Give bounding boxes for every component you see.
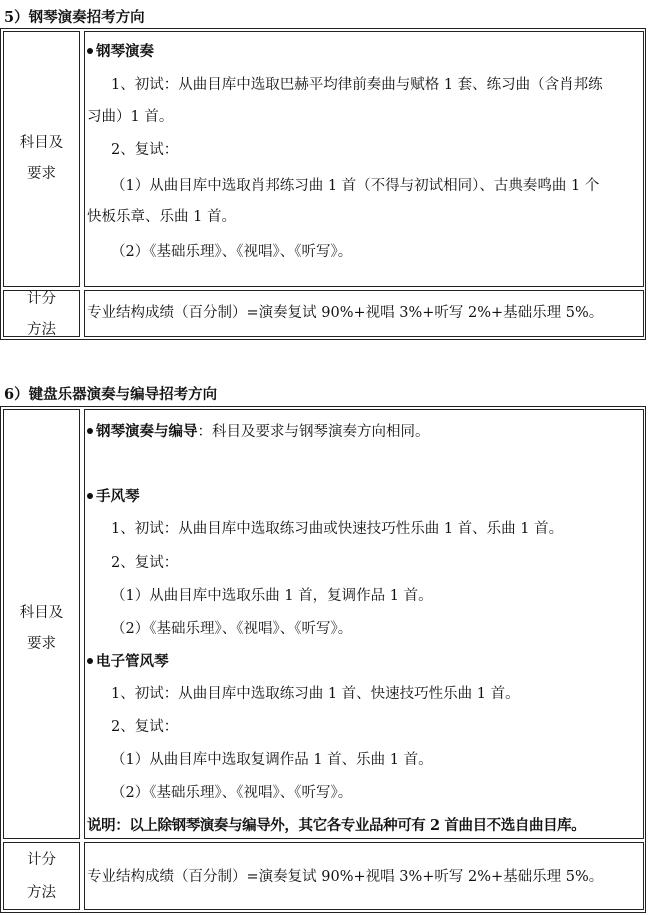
subjects-label-cell xyxy=(3,31,80,287)
accordion-heading: 手风琴 xyxy=(87,487,140,507)
scoring-label-line1: 计分 xyxy=(27,291,56,307)
scoring-text: 专业结构成绩（百分制）=演奏复试 90%+视唱 3%+听写 2%+基础乐理 5%。 xyxy=(87,305,604,321)
accordion-retest: 2、复试： xyxy=(111,555,179,571)
bullet-icon xyxy=(87,658,93,664)
section-6-title: 6）键盘乐器演奏与编导招考方向 xyxy=(4,386,218,403)
scoring-label-line1: 计分 xyxy=(27,852,56,868)
retest-item2: （2）《基础乐理》、《视唱》、《听写》。 xyxy=(111,244,353,260)
subjects-label-line2: 要求 xyxy=(27,166,56,182)
subjects-content-cell xyxy=(84,409,644,839)
subjects-content-cell xyxy=(84,31,644,287)
scoring-content-cell xyxy=(84,842,644,910)
subjects-label-line2: 要求 xyxy=(27,636,56,652)
organ-retest: 2、复试： xyxy=(111,719,179,735)
section-5-table xyxy=(0,28,646,340)
scoring-label-cell xyxy=(3,842,80,910)
section-6-table xyxy=(0,406,646,913)
retest-item1-line1: （1）从曲目库中选取肖邦练习曲 1 首（不得与初试相同）、古典奏鸣曲 1 个 xyxy=(111,178,600,194)
accordion-item1: （1）从曲目库中选取乐曲 1 首，复调作品 1 首。 xyxy=(111,588,433,604)
piano-composition-line: 钢琴演奏与编导：科目及要求与钢琴演奏方向相同。 xyxy=(87,422,430,442)
accordion-item2: （2）《基础乐理》、《视唱》、《听写》。 xyxy=(111,621,353,637)
scoring-text: 专业结构成绩（百分制）=演奏复试 90%+视唱 3%+听写 2%+基础乐理 5%。 xyxy=(87,869,604,885)
accordion-prelim: 1、初试：从曲目库中选取练习曲或快速技巧性乐曲 1 首、乐曲 1 首。 xyxy=(111,521,564,537)
scoring-content-cell xyxy=(84,290,644,337)
piano-heading: 钢琴演奏 xyxy=(87,42,154,62)
bullet-icon xyxy=(87,48,93,54)
subjects-label-cell xyxy=(3,409,80,839)
organ-item1: （1）从曲目库中选取复调作品 1 首、乐曲 1 首。 xyxy=(111,752,433,768)
section-5-title: 5）钢琴演奏招考方向 xyxy=(4,9,145,26)
scoring-label-line2: 方法 xyxy=(27,322,56,338)
bullet-icon xyxy=(87,428,93,434)
retest-label: 2、复试： xyxy=(111,142,179,158)
subjects-label-line1: 科目及 xyxy=(19,605,64,621)
subjects-label-line1: 科目及 xyxy=(19,135,64,151)
prelim-text-line2: 习曲）1 首。 xyxy=(87,109,174,125)
bullet-icon xyxy=(87,493,93,499)
organ-prelim: 1、初试：从曲目库中选取练习曲 1 首、快速技巧性乐曲 1 首。 xyxy=(111,686,520,702)
organ-item2: （2）《基础乐理》、《视唱》、《听写》。 xyxy=(111,785,353,801)
retest-item1-line2: 快板乐章、乐曲 1 首。 xyxy=(87,209,236,225)
note-text: 说明：以上除钢琴演奏与编导外，其它各专业品种可有 2 首曲目不选自曲目库。 xyxy=(87,817,586,834)
scoring-label-cell xyxy=(3,290,80,337)
scoring-label-line2: 方法 xyxy=(27,885,56,901)
prelim-text-line1: 1、初试：从曲目库中选取巴赫平均律前奏曲与赋格 1 套、练习曲（含肖邦练 xyxy=(111,77,603,93)
organ-heading: 电子管风琴 xyxy=(87,652,169,672)
